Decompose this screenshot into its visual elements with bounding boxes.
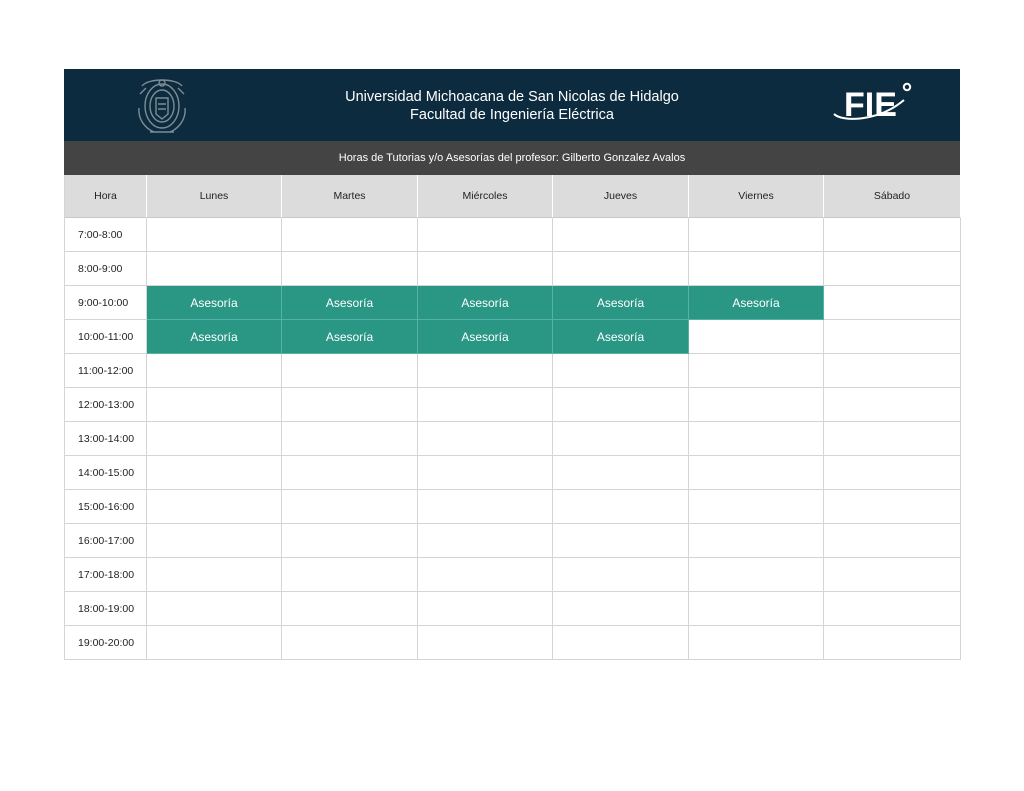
header-titles: [64, 88, 960, 124]
schedule-slot-empty: [553, 354, 689, 388]
schedule-slot-empty: [553, 558, 689, 592]
schedule-slot-empty: [824, 456, 961, 490]
fie-logo-icon: [832, 78, 912, 130]
schedule-slot-empty: [824, 558, 961, 592]
schedule-slot-asesoria: Asesoría: [418, 286, 553, 320]
schedule-slot-empty: [824, 490, 961, 524]
schedule-slot-asesoria: Asesoría: [282, 286, 418, 320]
schedule-slot-empty: [418, 252, 553, 286]
schedule-slot-empty: [147, 558, 282, 592]
hour-label: 18:00-19:00: [65, 592, 147, 626]
university-name: Universidad Michoacana de San Nicolas de Hidalgo: [345, 89, 679, 105]
schedule-slot-asesoria: Asesoría: [147, 286, 282, 320]
hour-label: 14:00-15:00: [65, 456, 147, 490]
schedule-slot-asesoria: Asesoría: [418, 320, 553, 354]
schedule-slot-empty: [553, 626, 689, 660]
schedule-slot-empty: [689, 626, 824, 660]
column-header-day: Lunes: [147, 175, 282, 218]
hour-label: 8:00-9:00: [65, 252, 147, 286]
column-header-hora: Hora: [65, 175, 147, 218]
schedule-slot-empty: [689, 354, 824, 388]
column-header-day: Miércoles: [418, 175, 553, 218]
schedule-slot-empty: [418, 592, 553, 626]
schedule-sheet: [64, 69, 960, 660]
header-banner: [64, 69, 960, 141]
schedule-slot-asesoria: Asesoría: [553, 320, 689, 354]
schedule-slot-empty: [147, 490, 282, 524]
hour-label: 7:00-8:00: [65, 218, 147, 252]
schedule-slot-empty: [418, 490, 553, 524]
schedule-slot-empty: [147, 354, 282, 388]
hour-label: 19:00-20:00: [65, 626, 147, 660]
schedule-slot-empty: [824, 354, 961, 388]
hour-label: 11:00-12:00: [65, 354, 147, 388]
schedule-slot-empty: [147, 524, 282, 558]
schedule-slot-empty: [147, 592, 282, 626]
schedule-slot-empty: [824, 252, 961, 286]
schedule-slot-empty: [689, 252, 824, 286]
schedule-slot-empty: [418, 354, 553, 388]
schedule-slot-empty: [689, 218, 824, 252]
schedule-slot-empty: [824, 388, 961, 422]
schedule-slot-empty: [147, 626, 282, 660]
schedule-slot-empty: [282, 422, 418, 456]
professor-banner: Horas de Tutorias y/o Asesorías del profesor: Gilberto Gonzalez Avalos: [64, 141, 960, 175]
schedule-slot-empty: [689, 456, 824, 490]
schedule-table: [64, 175, 960, 660]
faculty-name: Facultad de Ingeniería Eléctrica: [410, 107, 614, 123]
schedule-slot-empty: [282, 558, 418, 592]
column-header-day: Viernes: [689, 175, 824, 218]
column-header-day: Jueves: [553, 175, 689, 218]
schedule-slot-empty: [824, 286, 961, 320]
schedule-slot-empty: [282, 490, 418, 524]
schedule-slot-empty: [553, 456, 689, 490]
column-header-day: Sábado: [824, 175, 961, 218]
schedule-slot-empty: [824, 524, 961, 558]
schedule-slot-empty: [282, 592, 418, 626]
schedule-slot-empty: [147, 422, 282, 456]
schedule-slot-asesoria: Asesoría: [147, 320, 282, 354]
schedule-slot-empty: [689, 524, 824, 558]
schedule-slot-asesoria: Asesoría: [282, 320, 418, 354]
schedule-slot-empty: [553, 252, 689, 286]
schedule-slot-empty: [824, 592, 961, 626]
schedule-slot-empty: [282, 626, 418, 660]
schedule-slot-empty: [282, 354, 418, 388]
schedule-slot-empty: [689, 490, 824, 524]
schedule-slot-empty: [282, 252, 418, 286]
schedule-slot-empty: [147, 218, 282, 252]
schedule-slot-empty: [418, 422, 553, 456]
schedule-slot-empty: [418, 218, 553, 252]
schedule-slot-empty: [147, 456, 282, 490]
fie-logo-text: FIE: [844, 86, 897, 124]
schedule-slot-empty: [418, 524, 553, 558]
schedule-slot-empty: [824, 422, 961, 456]
schedule-slot-empty: [418, 388, 553, 422]
schedule-slot-empty: [553, 490, 689, 524]
hour-label: 12:00-13:00: [65, 388, 147, 422]
schedule-slot-asesoria: Asesoría: [689, 286, 824, 320]
schedule-slot-empty: [282, 218, 418, 252]
hour-label: 15:00-16:00: [65, 490, 147, 524]
schedule-slot-empty: [418, 558, 553, 592]
schedule-slot-empty: [282, 524, 418, 558]
schedule-slot-empty: [553, 388, 689, 422]
hour-label: 17:00-18:00: [65, 558, 147, 592]
schedule-slot-empty: [689, 558, 824, 592]
schedule-slot-empty: [418, 456, 553, 490]
hour-label: 10:00-11:00: [65, 320, 147, 354]
schedule-slot-empty: [147, 252, 282, 286]
schedule-slot-empty: [553, 218, 689, 252]
schedule-slot-empty: [689, 422, 824, 456]
schedule-slot-empty: [147, 388, 282, 422]
schedule-slot-empty: [689, 388, 824, 422]
schedule-slot-empty: [553, 592, 689, 626]
schedule-slot-empty: [282, 388, 418, 422]
hour-label: 16:00-17:00: [65, 524, 147, 558]
schedule-slot-asesoria: Asesoría: [553, 286, 689, 320]
schedule-slot-empty: [824, 320, 961, 354]
schedule-slot-empty: [689, 592, 824, 626]
schedule-slot-empty: [418, 626, 553, 660]
schedule-slot-empty: [824, 218, 961, 252]
hour-label: 13:00-14:00: [65, 422, 147, 456]
schedule-slot-empty: [689, 320, 824, 354]
schedule-slot-empty: [282, 456, 418, 490]
schedule-slot-empty: [553, 422, 689, 456]
hour-label: 9:00-10:00: [65, 286, 147, 320]
column-header-day: Martes: [282, 175, 418, 218]
schedule-slot-empty: [553, 524, 689, 558]
schedule-slot-empty: [824, 626, 961, 660]
